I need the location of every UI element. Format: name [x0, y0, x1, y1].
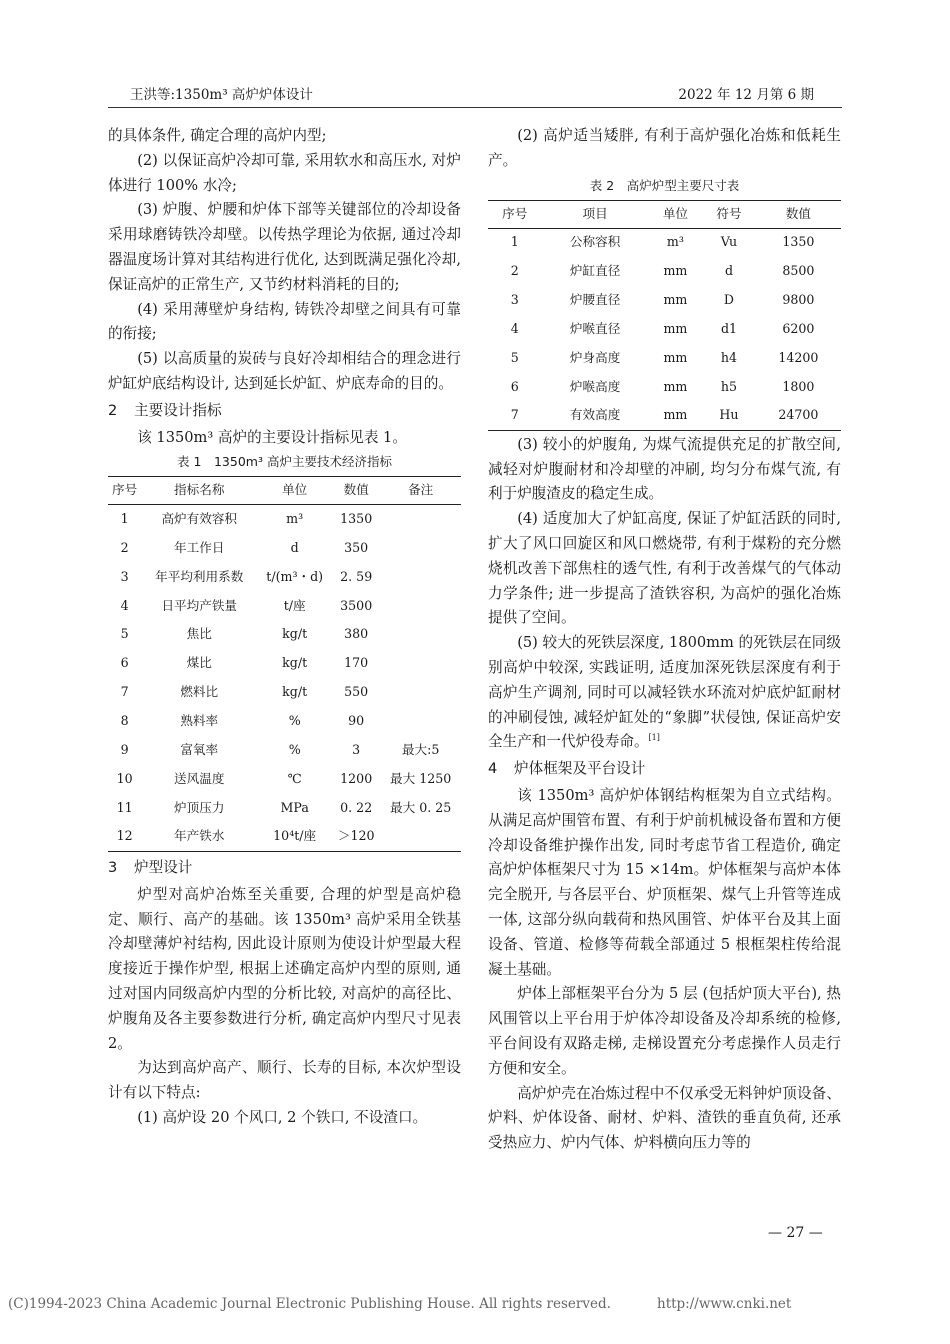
table-cell: 4 [120, 597, 129, 613]
table-cell: 焦比 [186, 626, 212, 642]
table-cell: 12 [116, 828, 133, 844]
table-cell [380, 649, 461, 678]
section-heading-2 [108, 399, 461, 424]
right-column [488, 124, 841, 1156]
column-header: 指标名称 [141, 477, 257, 505]
table-cell: 2 [120, 539, 129, 555]
cnki-link[interactable]: http://www.cnki.net [657, 1296, 792, 1312]
table-cell: d [724, 263, 733, 279]
table-row [108, 563, 461, 592]
section-4-paragraph-2: 炉体上部框架平台分为 5 层 (包括炉顶大平台), 热风围管以上平台用于炉体冷却设备及冷却系统的检修, 平台间设有双路走梯, 走梯设置充分考虑操作人员走行方便和安全。 [488, 985, 841, 1077]
table-cell: 350 [344, 539, 369, 555]
list-item-4: (4) 采用薄壁炉身结构, 铸铁冷却壁之间具有可靠的衔接; [108, 300, 461, 343]
table-cell: 年产铁水 [174, 828, 225, 844]
table-row [488, 344, 841, 373]
table-cell: 有效高度 [569, 407, 621, 423]
table-cell: mm [663, 263, 688, 279]
left-column [108, 124, 461, 1131]
column-header: 单位 [257, 477, 332, 505]
table-cell: ＞120 [337, 828, 375, 844]
table-cell: 富氧率 [180, 742, 219, 758]
table-cell: kg/t [282, 684, 308, 700]
table-row [488, 286, 841, 315]
table-row [488, 315, 841, 344]
column-header: 备注 [380, 477, 461, 505]
table-row [108, 505, 461, 534]
table-cell [380, 563, 461, 592]
table-cell: 年工作日 [174, 539, 225, 555]
header-rule [108, 107, 842, 108]
table-cell: D [723, 291, 735, 307]
table-cell: 90 [348, 713, 365, 729]
section-title: 主要设计指标 [134, 401, 222, 419]
running-header-issue: 2022 年 12 月第 6 期 [678, 87, 814, 103]
running-header-title: 王洪等:1350m³ 高炉炉体设计 [130, 87, 313, 103]
table-header-row [488, 200, 841, 228]
table-cell: 1 [120, 511, 129, 527]
table-cell: mm [663, 378, 688, 394]
section-title: 炉体框架及平台设计 [514, 760, 646, 778]
table-cell: 高炉有效容积 [161, 511, 237, 527]
section-3-list-item-1: (1) 高炉设 20 个风口, 2 个铁口, 不设渣口。 [137, 1109, 428, 1127]
table-cell: h4 [720, 349, 738, 365]
table-cell: 炉顶压力 [174, 799, 225, 815]
table-cell: h5 [720, 378, 738, 394]
table-row [108, 736, 461, 765]
section-2-text: 该 1350m³ 高炉的主要设计指标见表 1。 [137, 428, 407, 446]
table-cell: 380 [344, 626, 369, 642]
table-cell [380, 592, 461, 621]
table-cell: 6 [120, 655, 129, 671]
table-cell: 14200 [778, 349, 819, 365]
table-cell: 0. 22 [340, 799, 373, 815]
table-cell: 9800 [782, 291, 815, 307]
list-item-3: (3) 较小的炉腹角, 为煤气流提供充足的扩散空间, 减轻对炉腹耐材和冷却壁的冲刷, 均匀分布煤气流, 有利于炉腹渣皮的稳定生成。 [488, 435, 841, 503]
table-cell: 煤比 [186, 655, 212, 671]
table-cell: 炉腰直径 [569, 291, 621, 307]
section-3-paragraph-2: 为达到高炉高产、顺行、长寿的目标, 本次炉型设计有以下特点: [108, 1059, 461, 1102]
table-cell: m³ [666, 234, 684, 250]
column-header: 符号 [702, 200, 756, 228]
section-number: 4 [488, 760, 498, 778]
table-cell [380, 505, 461, 534]
table-cell: t/(m³・d) [266, 568, 324, 584]
table-cell: 8 [120, 713, 129, 729]
table-cell: 炉身高度 [569, 349, 621, 365]
table-cell: mm [663, 407, 688, 423]
table-cell: kg/t [282, 655, 308, 671]
table-cell: 公称容积 [569, 234, 621, 250]
table-header-row [108, 477, 461, 505]
table-row [108, 649, 461, 678]
section-heading-3 [108, 856, 461, 881]
copyright-text: (C)1994-2023 China Academic Journal Electronic Publishing House. All rights reserved. [8, 1296, 611, 1312]
table-cell: 10 [116, 770, 133, 786]
table-cell: 6200 [782, 320, 815, 336]
table-row [108, 534, 461, 563]
table-cell [380, 534, 461, 563]
list-item-3: (3) 炉腹、炉腰和炉体下部等关键部位的冷却设备采用球磨铸铁冷却壁。以传热学理论为依据, 通过冷却器温度场计算对其结构进行优化, 达到既满足强化冷却, 保证高炉的正常生产, 又节约材料消耗的目的; [108, 201, 461, 293]
table-row [108, 620, 461, 649]
table-cell: 3500 [340, 597, 373, 613]
list-item-5-text: (5) 较大的死铁层深度, 1800mm 的死铁层在同级别高炉中较深, 实践证明, 适度加深死铁层深度有利于高炉生产调剂, 同时可以减轻铁水环流对炉底炉缸耐材的冲刷侵蚀, 减轻炉缸处的“象脚”状侵蚀, 保证高炉安全生产和一代炉役寿命。 [488, 634, 841, 751]
table-cell: % [288, 742, 301, 758]
table-cell: 5 [510, 349, 519, 365]
table-row [108, 592, 461, 621]
table-cell: 最大 1250 [390, 770, 452, 786]
table-row [488, 228, 841, 257]
paragraph-continuation: 的具体条件, 确定合理的高炉内型; [108, 127, 327, 144]
table-cell: 3 [352, 742, 361, 758]
table-cell: 年平均利用系数 [155, 568, 244, 584]
list-item-2: (2) 高炉适当矮胖, 有利于高炉强化冶炼和低耗生产。 [488, 127, 841, 169]
section-number: 3 [108, 859, 118, 877]
table-cell: 1350 [782, 234, 815, 250]
table-cell: 8500 [782, 263, 815, 279]
table-cell: 燃料比 [180, 684, 219, 700]
table-cell: 熟料率 [180, 713, 219, 729]
table-cell: 日平均产铁量 [161, 597, 237, 613]
table-2-caption: 表 2 高炉炉型主要尺寸表 [589, 177, 740, 193]
citation-reference[interactable]: [1] [648, 733, 660, 743]
table-row [488, 257, 841, 286]
table-cell [380, 707, 461, 736]
table-cell: mm [663, 349, 688, 365]
table-cell: 2. 59 [340, 568, 373, 584]
column-header: 数值 [332, 477, 380, 505]
page-number: — 27 — [768, 1225, 823, 1241]
table-cell: 10⁴t/座 [273, 828, 317, 844]
section-3-paragraph-1: 炉型对高炉冶炼至关重要, 合理的炉型是高炉稳定、顺行、高产的基础。该 1350m³ 高炉采用全铁基冷却壁薄炉衬结构, 因此设计原则为使设计炉型最大程度接近于操作炉型, 根据上述确定高炉内型的原则, 通过对国内同级高炉内型的分析比较, 对高炉的高径比、炉腹角及各主要参数进行分析, 确定高炉内型尺寸见表 2。 [108, 885, 461, 1052]
table-cell: 1800 [782, 378, 815, 394]
table-cell: 3 [510, 291, 519, 307]
column-header: 序号 [488, 200, 542, 228]
table-cell: 6 [510, 378, 519, 394]
list-item-4: (4) 适度加大了炉缸高度, 保证了炉缸活跃的同时, 扩大了风口回旋区和风口燃烧带, 有利于煤粉的充分燃烧机改善下部焦柱的透气性, 有利于改善煤气的气体动力学条件; 进一步提高了渣铁容积, 为高炉的强化冶炼提供了空间。 [488, 510, 841, 627]
table-cell: 炉缸直径 [569, 263, 621, 279]
table-cell: % [288, 713, 301, 729]
table-cell: 炉喉直径 [569, 320, 621, 336]
table-cell [380, 678, 461, 707]
column-header: 项目 [542, 200, 649, 228]
table-cell [380, 823, 461, 852]
table-cell: 7 [120, 684, 129, 700]
section-title: 炉型设计 [134, 859, 193, 877]
list-item-2: (2) 以保证高炉冷却可靠, 采用软水和高压水, 对炉体进行 100% 水冷; [108, 151, 461, 194]
table-cell [380, 620, 461, 649]
column-header: 数值 [756, 200, 841, 228]
table-cell: d1 [720, 320, 738, 336]
table-row [488, 373, 841, 402]
table-cell: mm [663, 291, 688, 307]
table-row [108, 765, 461, 794]
table-cell: 最大:5 [401, 742, 440, 758]
table-cell: 炉喉高度 [569, 378, 621, 394]
table-cell: 2 [510, 263, 519, 279]
table-cell: 550 [344, 684, 369, 700]
copyright-line [8, 1296, 792, 1312]
table-cell: 1200 [340, 770, 373, 786]
section-4-paragraph-3: 高炉炉壳在冶炼过程中不仅承受无料钟炉顶设备、炉料、炉体设备、耐材、炉料、渣铁的垂直负荷, 还承受热应力、炉内气体、炉料横向压力等的 [488, 1084, 841, 1152]
table-row [108, 823, 461, 852]
table-cell: d [290, 539, 299, 555]
table-cell: 24700 [778, 407, 819, 423]
column-header: 序号 [108, 477, 141, 505]
table-row [108, 794, 461, 823]
table-cell: Hu [719, 407, 739, 423]
table-cell: Vu [720, 234, 738, 250]
table-cell: 3 [120, 568, 129, 584]
table-row [108, 707, 461, 736]
table-cell: t/座 [283, 597, 306, 613]
table-cell: 11 [116, 799, 133, 815]
table-cell: 5 [120, 626, 129, 642]
table-cell: 9 [120, 742, 129, 758]
table-cell: mm [663, 320, 688, 336]
list-item-5: (5) 以高质量的炭砖与良好冷却相结合的理念进行炉缸炉底结构设计, 达到延长炉缸、炉底寿命的目的。 [108, 350, 461, 392]
section-4-paragraph-1: 该 1350m³ 高炉炉体钢结构框架为自立式结构。从满足高炉围管布置、有利于炉前机械设备布置和方便冷却设备维护操作出发, 同时考虑节省工程造价, 确定高炉炉体框架尺寸为 15 ×14m。炉体框架与高炉本体完全脱开, 与各层平台、炉顶框架、煤气上升管等连成一体, 这部分纵向载荷和热风围管、炉体平台及其上面设备、管道、检修等荷载全部通过 5 根框架柱传给混凝土基础。 [488, 786, 841, 978]
table-cell: ℃ [287, 770, 302, 786]
list-item-5 [488, 631, 841, 755]
table-cell: m³ [286, 511, 304, 527]
table-cell: 7 [510, 407, 519, 423]
table-cell: 最大 0. 25 [390, 799, 452, 815]
table-cell: MPa [280, 799, 309, 815]
table-2 [488, 200, 841, 431]
table-1-caption: 表 1 1350m³ 高炉主要技术经济指标 [177, 454, 392, 470]
column-header: 单位 [649, 200, 703, 228]
table-row [488, 401, 841, 430]
table-cell: 1 [510, 234, 519, 250]
table-cell: 4 [510, 320, 519, 336]
table-1 [108, 476, 461, 852]
table-cell: 170 [344, 655, 369, 671]
table-row [108, 678, 461, 707]
section-number: 2 [108, 401, 118, 419]
table-cell: 1350 [340, 511, 373, 527]
table-cell: 送风温度 [174, 770, 225, 786]
section-heading-4 [488, 757, 841, 782]
table-cell: kg/t [282, 626, 308, 642]
